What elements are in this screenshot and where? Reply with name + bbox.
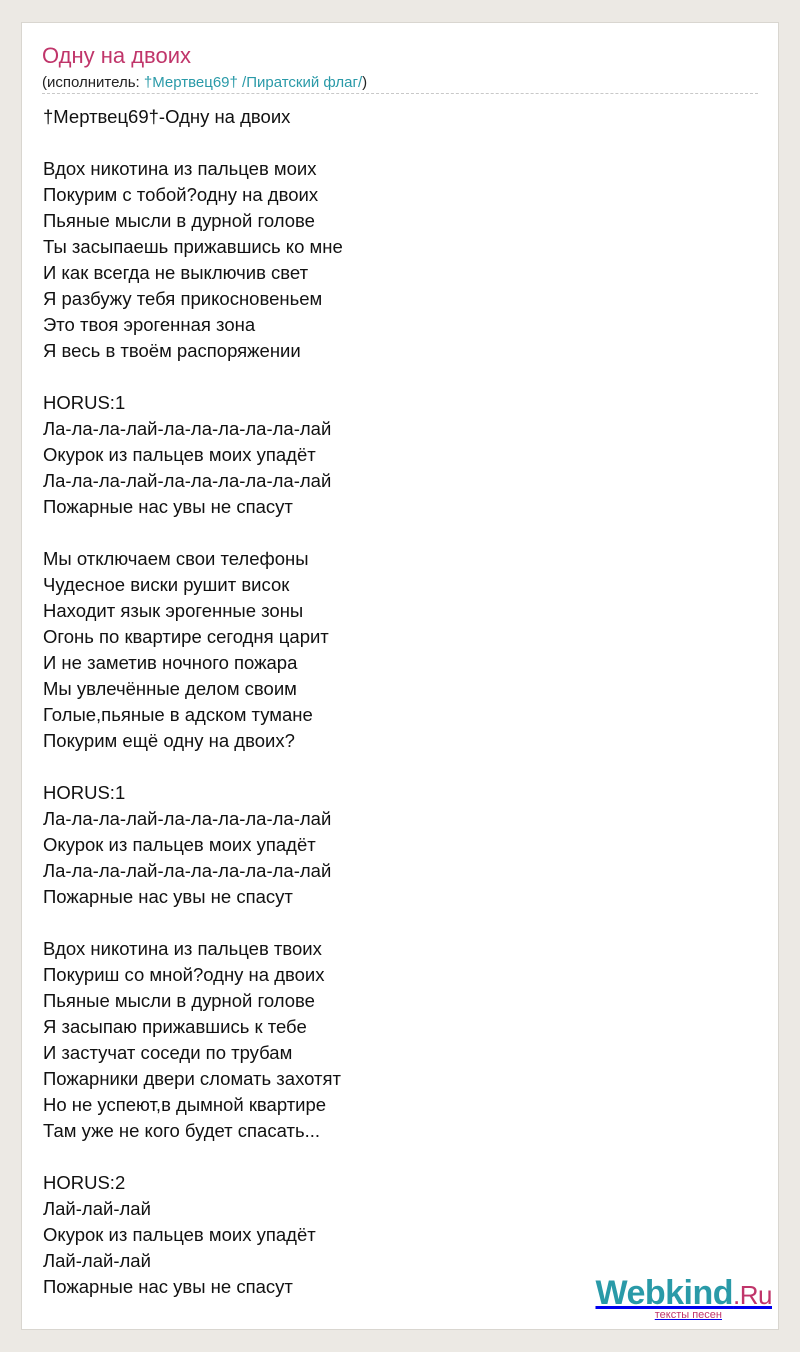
lyric-line: Ла-ла-ла-лай-ла-ла-ла-ла-ла-лай [43, 418, 332, 439]
lyric-line: Лай-лай-лай [43, 1198, 151, 1219]
lyric-line: HORUS:2 [43, 1172, 126, 1193]
lyric-line: Я разбужу тебя прикосновеньем [43, 288, 323, 309]
lyric-line: Вдох никотина из пальцев твоих [43, 938, 322, 959]
lyric-line: Ты засыпаешь прижавшись ко мне [43, 236, 343, 257]
song-title: Одну на двоих [42, 43, 192, 68]
lyric-line: Пьяные мысли в дурной голове [43, 990, 315, 1011]
lyric-blank-line [43, 364, 743, 390]
logo-tld: .Ru [733, 1280, 772, 1310]
logo-wordmark [595, 1276, 772, 1312]
lyric-line: †Мертвец69†-Одну на двоих [43, 106, 291, 127]
logo-tagline: тексты песен [654, 1309, 722, 1321]
site-logo[interactable] [595, 1276, 772, 1321]
lyric-line: Пожарные нас увы не спасут [43, 886, 293, 907]
lyric-line: Окурок из пальцев моих упадёт [43, 834, 316, 855]
lyric-line: Покурим ещё одну на двоих? [43, 730, 295, 751]
lyric-line: Пожарники двери сломать захотят [43, 1068, 341, 1089]
lyric-line: И не заметив ночного пожара [43, 652, 298, 673]
lyric-line: Это твоя эрогенная зона [43, 314, 256, 335]
lyric-line: Чудесное виски рушит висок [43, 574, 290, 595]
lyric-line: Окурок из пальцев моих упадёт [43, 444, 316, 465]
lyric-blank-line [43, 130, 743, 156]
lyrics-card [21, 22, 779, 1330]
lyric-line: Покуриш со мной?одну на двоих [43, 964, 325, 985]
lyric-line: Покурим с тобой?одну на двоих [43, 184, 319, 205]
lyric-line: Ла-ла-ла-лай-ла-ла-ла-ла-ла-лай [43, 808, 332, 829]
lyric-line: И как всегда не выключив свет [43, 262, 309, 283]
title-divider [42, 93, 758, 94]
lyric-line: Мы отключаем свои телефоны [43, 548, 309, 569]
lyric-line: HORUS:1 [43, 782, 126, 803]
lyric-line: Вдох никотина из пальцев моих [43, 158, 317, 179]
lyric-line: Огонь по квартире сегодня царит [43, 626, 329, 647]
lyric-line: Ла-ла-ла-лай-ла-ла-ла-ла-ла-лай [43, 470, 332, 491]
artist-link[interactable]: †Мертвец69† [143, 74, 238, 91]
lyric-line: HORUS:1 [43, 392, 126, 413]
album-link[interactable]: /Пиратский флаг/ [237, 74, 363, 91]
lyric-line: Лай-лай-лай [43, 1250, 151, 1271]
lyric-blank-line [43, 520, 743, 546]
lyric-line: Там уже не кого будет спасать... [43, 1120, 321, 1141]
lyric-blank-line [43, 1144, 743, 1170]
byline-prefix: (исполнитель: [42, 74, 144, 91]
lyric-line: Ла-ла-ла-лай-ла-ла-ла-ла-ла-лай [43, 860, 332, 881]
byline-suffix: ) [362, 74, 368, 91]
lyric-line: Пожарные нас увы не спасут [43, 496, 293, 517]
lyric-line: Пьяные мысли в дурной голове [43, 210, 315, 231]
lyric-line: Окурок из пальцев моих упадёт [43, 1224, 316, 1245]
lyric-blank-line [43, 754, 743, 780]
lyric-line: Я весь в твоём распоряжении [43, 340, 301, 361]
lyric-line: Пожарные нас увы не спасут [43, 1276, 293, 1297]
lyrics-text [43, 104, 743, 1300]
lyric-line: Но не успеют,в дымной квартире [43, 1094, 327, 1115]
lyric-line: Я засыпаю прижавшись к тебе [43, 1016, 307, 1037]
lyric-line: И застучат соседи по трубам [43, 1042, 293, 1063]
logo-name: Webkind [595, 1274, 734, 1312]
lyric-line: Мы увлечённые делом своим [43, 678, 297, 699]
lyric-blank-line [43, 910, 743, 936]
song-byline [42, 74, 367, 91]
lyric-line: Голые,пьяные в адском тумане [43, 704, 313, 725]
lyric-line: Находит язык эрогенные зоны [43, 600, 304, 621]
